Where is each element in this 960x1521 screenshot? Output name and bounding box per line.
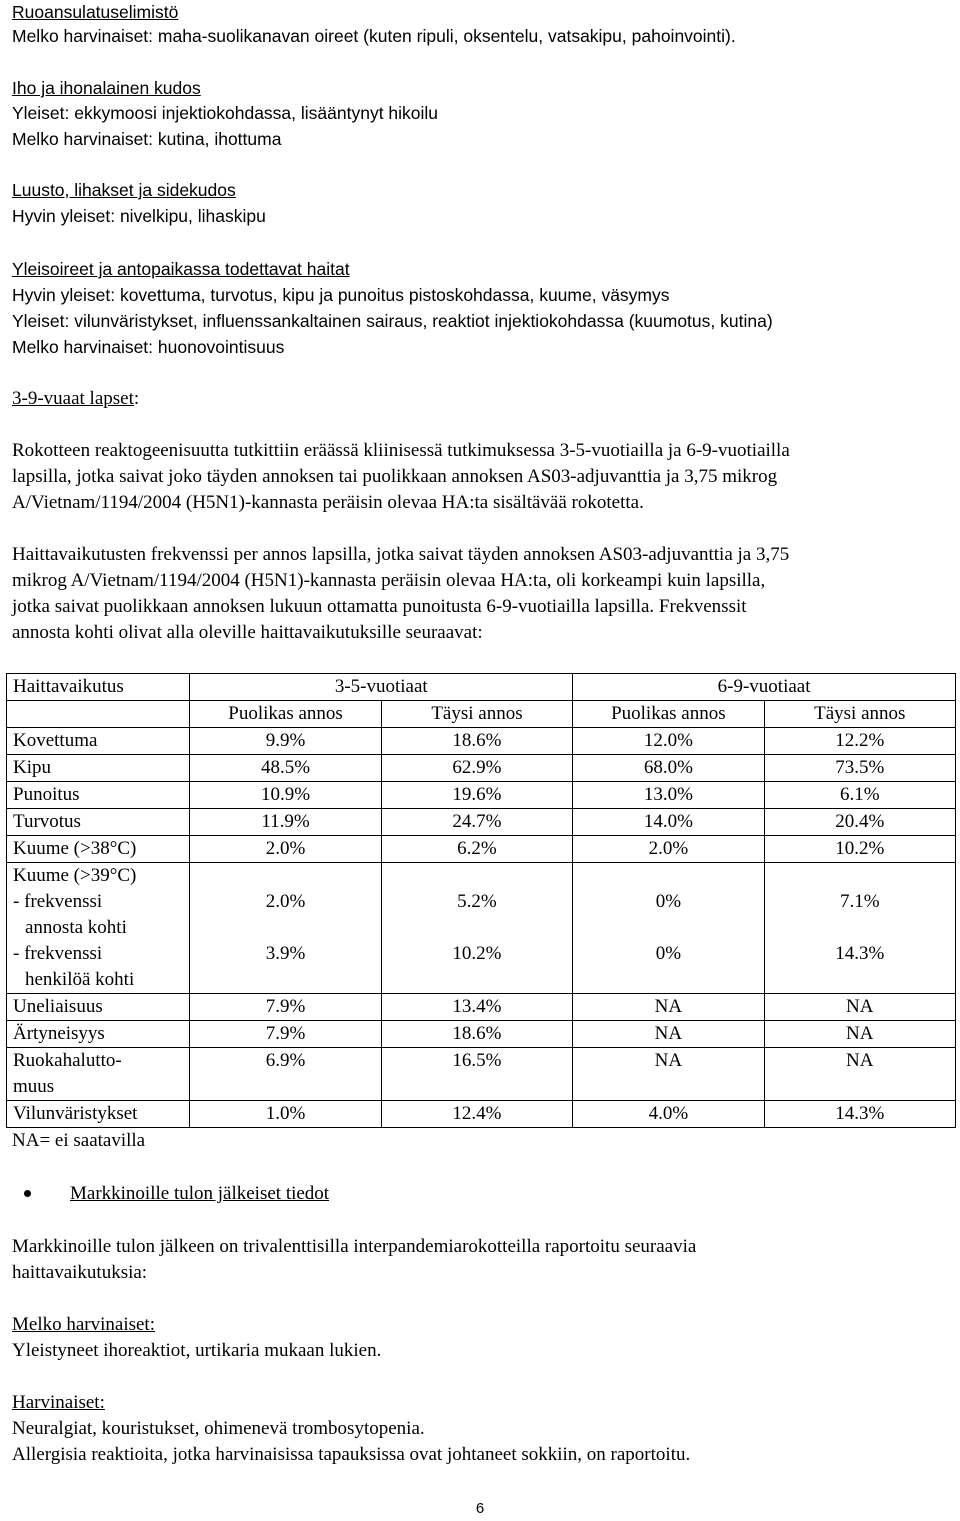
table-row [7,782,956,809]
row-label: Kovettuma [7,728,190,755]
cell-value: 13.0% [573,782,764,809]
skin-uncommon: Melko harvinaiset: kutina, ihottuma [12,129,282,149]
label-line: Kuume (>39°C) [13,865,137,886]
cell-value: 4.0% [573,1101,764,1128]
cell-pair [573,863,764,994]
uncommon-heading: Melko harvinaiset: [12,1314,155,1335]
cell-value: 5.2% [457,891,497,912]
table-footnote: NA= ei saatavilla [12,1130,146,1151]
header-group-6-9: 6-9-vuotiaat [573,674,956,701]
cell-pair [764,863,955,994]
adverse-events-table [6,673,956,1128]
table-row [7,1021,956,1048]
cell-value: 11.9% [190,809,381,836]
table-header-row [7,674,956,701]
post-marketing-intro: haittavaikutuksia: [12,1262,148,1283]
cell-value: 14.3% [764,1101,955,1128]
table-row [7,755,956,782]
table-row [7,809,956,836]
table-row-fever39 [7,863,956,994]
row-label: Vilunväristykset [7,1101,190,1128]
cell-value: NA [573,994,764,1021]
musc-heading: Luusto, lihakset ja sidekudos [12,180,236,200]
table-row [7,728,956,755]
cell-value: 12.2% [764,728,955,755]
row-label: Kuume (>38°C) [7,836,190,863]
rare-heading: Harvinaiset: [12,1392,105,1413]
skin-heading: Iho ja ihonalainen kudos [12,78,201,98]
subheader-full-dose: Täysi annos [764,701,955,728]
label-line: henkilöä kohti [25,969,135,990]
row-label: Uneliaisuus [7,994,190,1021]
cell-value: 73.5% [764,755,955,782]
post-marketing-heading: Markkinoille tulon jälkeiset tiedot [70,1183,330,1204]
para2-line: mikrog A/Vietnam/1194/2004 (H5N1)-kannasta peräisin olevaa HA:ta, oli korkeampi kuin lapsilla, [12,570,766,591]
general-uncommon: Melko harvinaiset: huonovointisuus [12,337,285,357]
cell-value: 6.9% [190,1048,381,1101]
cell-pair [381,863,572,994]
cell-value: NA [764,1048,955,1101]
cell-value: 6.1% [764,782,955,809]
table-row [7,994,956,1021]
musc-very-common: Hyvin yleiset: nivelkipu, lihaskipu [12,206,266,226]
cell-value: 18.6% [381,1021,572,1048]
table-row [7,1101,956,1128]
label-line: Ruokahalutto- [13,1050,122,1071]
cell-value: 16.5% [381,1048,572,1101]
gi-uncommon: Melko harvinaiset: maha-suolikanavan oireet (kuten ripuli, oksentelu, vatsakipu, pahoinvointi). [12,26,736,46]
subheader-empty [7,701,190,728]
label-line: muus [13,1076,55,1097]
cell-value: 2.0% [573,836,764,863]
cell-value: 12.0% [573,728,764,755]
post-marketing-intro: Markkinoille tulon jälkeen on trivalenttisilla interpandemiarokotteilla raportoitu seuraavia [12,1236,697,1257]
label-line: - frekvenssi [13,891,103,912]
cell-value: 7.1% [839,891,880,912]
page-number: 6 [475,1500,485,1517]
cell-value: 18.6% [381,728,572,755]
header-effect: Haittavaikutus [7,674,190,701]
cell-value: 1.0% [190,1101,381,1128]
cell-value: 2.0% [265,891,306,912]
row-label-appetite [7,1048,190,1101]
bullet-icon [24,1190,31,1197]
cell-value: 10.9% [190,782,381,809]
general-heading: Yleisoireet ja antopaikassa todettavat haitat [12,259,350,279]
cell-value: 7.9% [190,994,381,1021]
row-label: Punoitus [7,782,190,809]
cell-value: 19.6% [381,782,572,809]
uncommon-text: Yleistyneet ihoreaktiot, urtikaria mukaan lukien. [12,1340,382,1361]
subheader-half-dose: Puolikas annos [190,701,381,728]
cell-pair [190,863,381,994]
cell-value: 9.9% [190,728,381,755]
para2-line: annosta kohti olivat alla oleville haittavaikutuksille seuraavat: [12,622,483,643]
cell-value: 10.2% [764,836,955,863]
cell-value: 3.9% [265,943,306,964]
cell-value: 48.5% [190,755,381,782]
cell-value: 10.2% [452,943,502,964]
cell-value: 62.9% [381,755,572,782]
cell-value: 68.0% [573,755,764,782]
cell-value: 14.0% [573,809,764,836]
gi-heading: Ruoansulatuselimistö [12,2,179,22]
table-row [7,836,956,863]
row-label: Kipu [7,755,190,782]
rare-text: Neuralgiat, kouristukset, ohimenevä trombosytopenia. [12,1418,425,1439]
row-label: Turvotus [7,809,190,836]
cell-value: 2.0% [190,836,381,863]
cell-value: NA [573,1048,764,1101]
cell-value: 6.2% [381,836,572,863]
para1-line: Rokotteen reaktogeenisuutta tutkittiin eräässä kliinisessä tutkimuksessa 3-5-vuotiailla ja 6-9-vuotiailla [12,440,790,461]
children-heading-colon: : [133,388,140,409]
subheader-half-dose: Puolikas annos [573,701,764,728]
header-group-3-5: 3-5-vuotiaat [190,674,573,701]
skin-common: Yleiset: ekkymoosi injektiokohdassa, lisääntynyt hikoilu [12,103,439,123]
table-row-appetite [7,1048,956,1101]
cell-value: 0% [655,943,682,964]
children-heading [12,386,139,412]
cell-value: NA [573,1021,764,1048]
para2-line: jotka saivat puolikkaan annoksen lukuun ottamatta punoitusta 6-9-vuotiailla lapsilla. Frekvenssit [12,596,747,617]
table-subheader-row [7,701,956,728]
para1-line: A/Vietnam/1194/2004 (H5N1)-kannasta peräisin olevaa HA:ta sisältävää rokotetta. [12,492,644,513]
cell-value: 7.9% [190,1021,381,1048]
cell-value: NA [764,1021,955,1048]
row-label-fever39 [7,863,190,994]
label-line: annosta kohti [25,917,127,938]
general-common: Yleiset: vilunväristykset, influenssankaltainen sairaus, reaktiot injektiokohdassa (kuumotus, kutina) [12,311,773,331]
rare-text: Allergisia reaktioita, jotka harvinaisissa tapauksissa ovat johtaneet sokkiin, on raportoitu. [12,1444,691,1465]
row-label: Ärtyneisyys [7,1021,190,1048]
cell-value: 13.4% [381,994,572,1021]
cell-value: NA [764,994,955,1021]
cell-value: 24.7% [381,809,572,836]
label-line: - frekvenssi [13,943,103,964]
subheader-full-dose: Täysi annos [381,701,572,728]
cell-value: 0% [655,891,682,912]
children-heading-text: 3-9-vuaat lapset [12,388,134,409]
para2-line: Haittavaikutusten frekvenssi per annos lapsilla, jotka saivat täyden annoksen AS03-adjuvanttia ja 3,75 [12,544,790,565]
cell-value: 20.4% [764,809,955,836]
para1-line: lapsilla, jotka saivat joko täyden annoksen tai puolikkaan annoksen AS03-adjuvanttia ja 3,75 mikrog [12,466,778,487]
cell-value: 14.3% [835,943,885,964]
general-very-common: Hyvin yleiset: kovettuma, turvotus, kipu ja punoitus pistoskohdassa, kuume, väsymys [12,285,670,305]
cell-value: 12.4% [381,1101,572,1128]
